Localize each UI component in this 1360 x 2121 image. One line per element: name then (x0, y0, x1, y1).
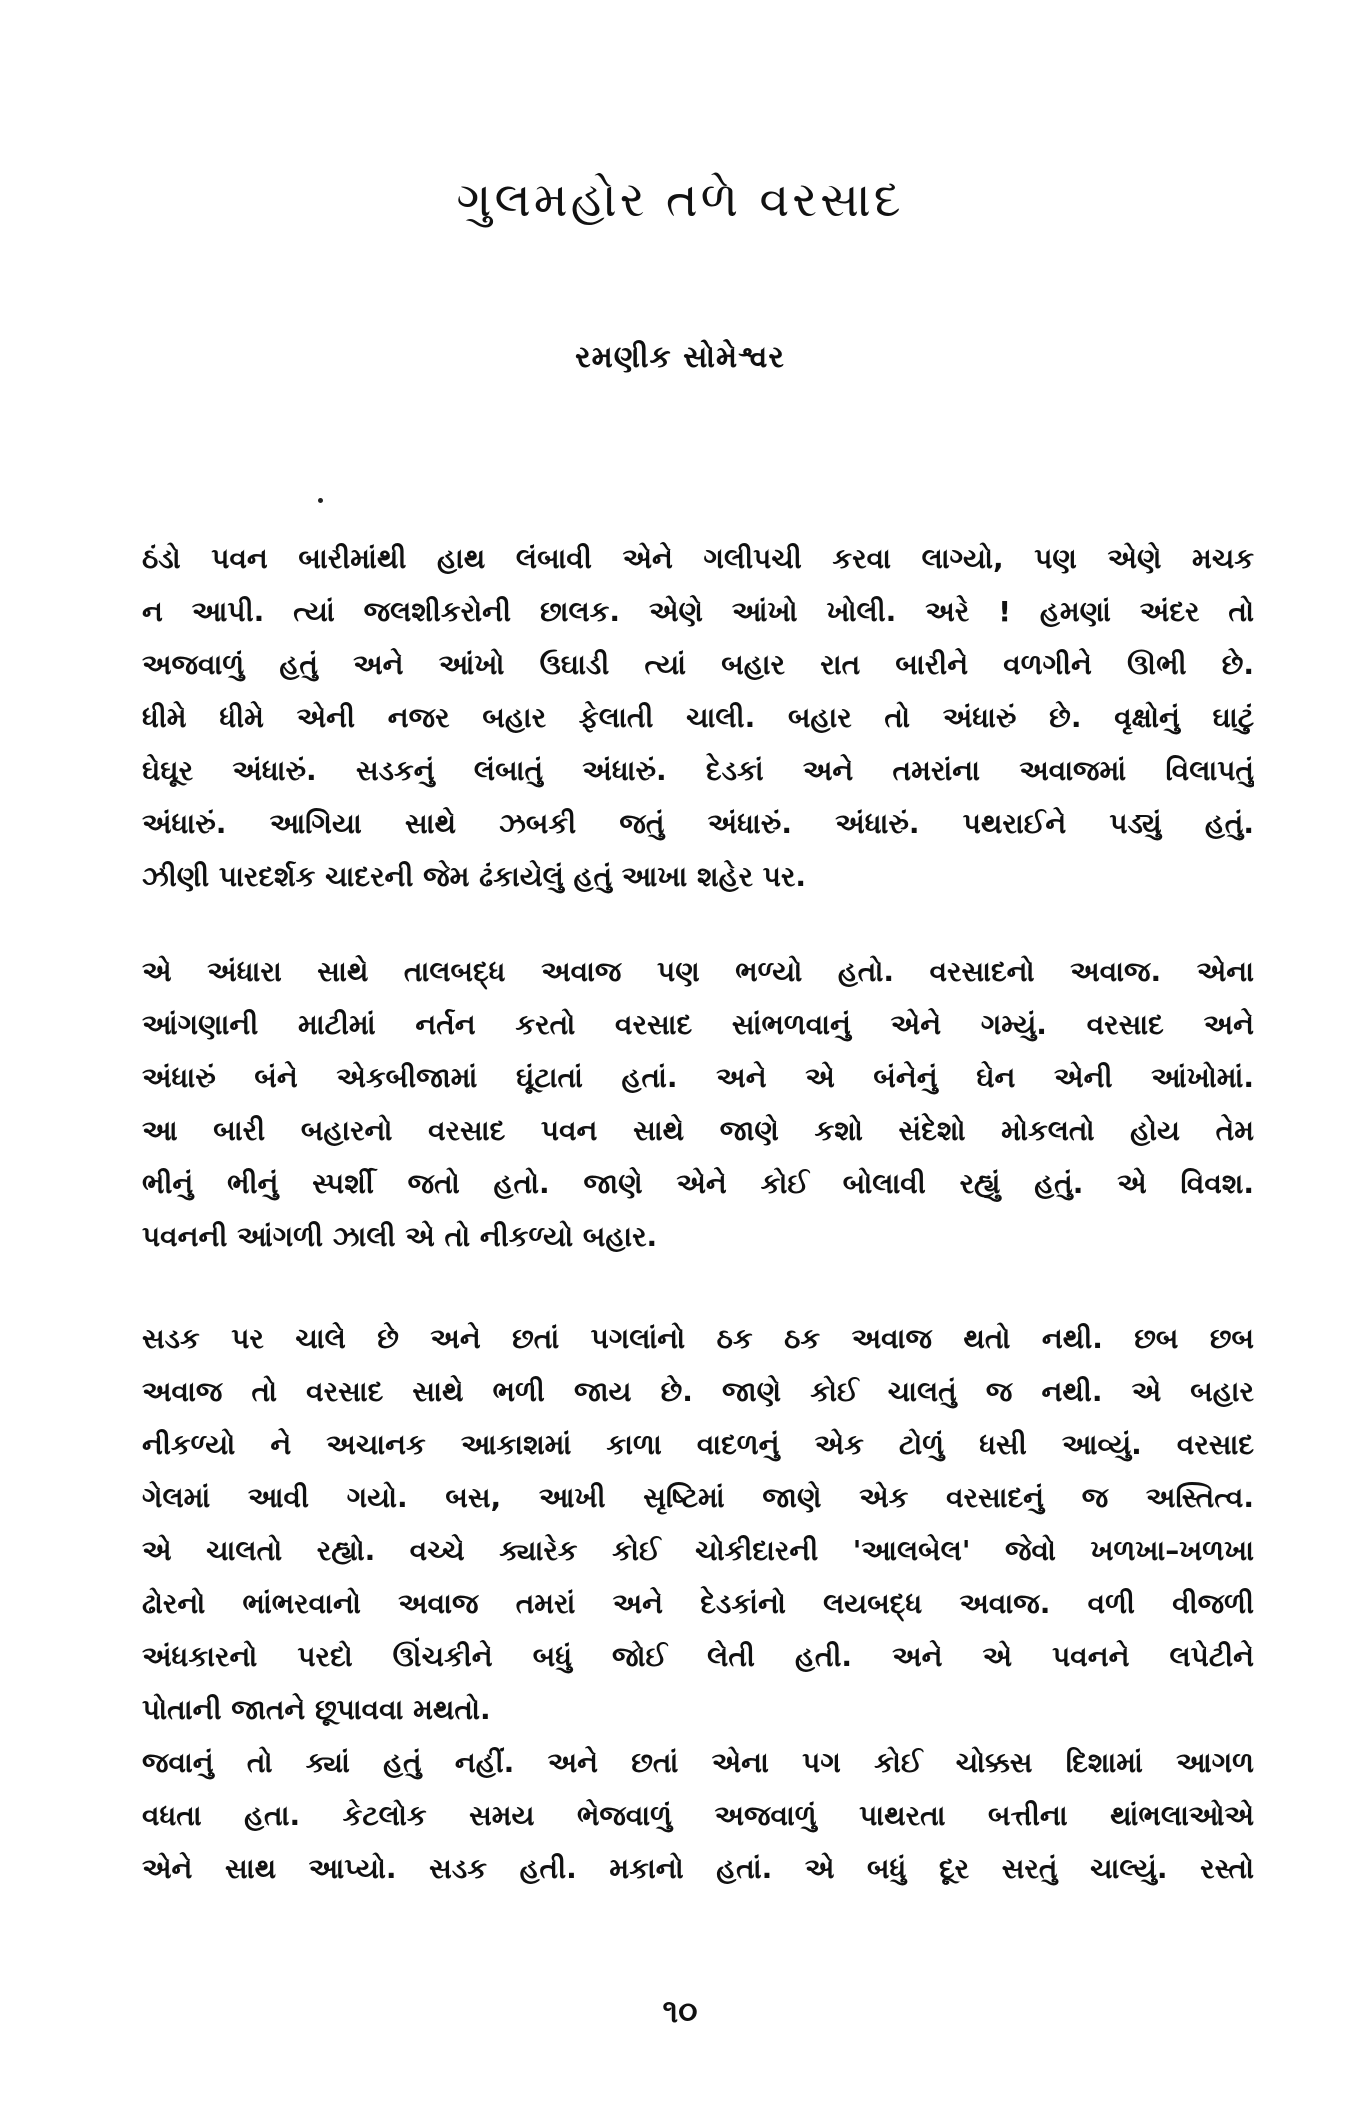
text-line: એ ચાલતો રહ્યો. વચ્ચે ક્યારેક કોઈ ચોકીદારની 'આલબેલ' જેવો ખળખા–ખળખા (142, 1534, 1254, 1567)
text-line: એ અંધારા સાથે તાલબદ્ધ અવાજ પણ ભળ્યો હતો. વરસાદનો અવાજ. એના (142, 955, 1254, 988)
story-title: ગુલમહોર તળે વરસાદ (456, 172, 904, 228)
page-number: ૧૦ (662, 1992, 698, 2030)
text-line: ઘેઘૂર અંધારું. સડકનું લંબાતું અંધારું. દેડકાં અને તમરાંના અવાજમાં વિલાપતું (142, 754, 1254, 787)
text-line: અંધકારનો પરદો ઊંચકીને બધું જોઈ લેતી હતી. અને એ પવનને લપેટીને (142, 1640, 1254, 1673)
text-line: ઠંડો પવન બારીમાંથી હાથ લંબાવી એને ગલીપચી કરવા લાગ્યો, પણ એણે મચક (142, 542, 1254, 575)
text-line: પોતાની જાતને છૂપાવવા મથતો. (142, 1693, 491, 1726)
text-line: અજવાળું હતું અને આંખો ઉઘાડી ત્યાં બહાર રાત બારીને વળગીને ઊભી છે. (142, 648, 1254, 681)
text-line: જવાનું તો ક્યાં હતું નહીં. અને છતાં એના પગ કોઈ ચોક્કસ દિશામાં આગળ (142, 1746, 1254, 1779)
text-line: ઝીણી પારદર્શક ચાદરની જેમ ઢંકાયેલું હતું આખા શહેર પર. (142, 860, 807, 893)
text-line: ભીનું ભીનું સ્પર્શી જતો હતો. જાણે એને કોઈ બોલાવી રહ્યું હતું. એ વિવશ. (142, 1167, 1254, 1200)
text-line: ધીમે ધીમે એની નજર બહાર ફેલાતી ચાલી. બહાર તો અંધારું છે. વૃક્ષોનું ઘાટું (142, 701, 1254, 734)
text-line: એને સાથ આપ્યો. સડક હતી. મકાનો હતાં. એ બધું દૂર સરતું ચાલ્યું. રસ્તો (142, 1852, 1254, 1885)
paragraph (142, 945, 1254, 1263)
text-line: અવાજ તો વરસાદ સાથે ભળી જાય છે. જાણે કોઈ ચાલતું જ નથી. એ બહાર (142, 1375, 1254, 1408)
text-line: પવનની આંગળી ઝાલી એ તો નીકળ્યો બહાર. (142, 1220, 658, 1253)
author-name: રમણીક સોમેશ્વર (575, 340, 785, 375)
text-line: ગેલમાં આવી ગયો. બસ, આખી સૃષ્ટિમાં જાણે એક વરસાદનું જ અસ્તિત્વ. (142, 1481, 1254, 1514)
paragraph (142, 1312, 1254, 1736)
text-line: સડક પર ચાલે છે અને છતાં પગલાંનો ઠક ઠક અવાજ થતો નથી. છબ છબ (142, 1322, 1254, 1355)
text-line: નીકળ્યો ને અચાનક આકાશમાં કાળા વાદળનું એક ટોળું ધસી આવ્યું. વરસાદ (142, 1428, 1254, 1461)
text-line: અંધારું બંને એકબીજામાં ઘૂંટાતાં હતાં. અને એ બંનેનું ઘેન એની આંખોમાં. (142, 1061, 1254, 1094)
text-line: આંગણાની માટીમાં નર્તન કરતો વરસાદ સાંભળવાનું એને ગમ્યું. વરસાદ અને (142, 1008, 1254, 1041)
paragraph (142, 532, 1254, 903)
text-line: વધતા હતા. કેટલોક સમય ભેજવાળું અજવાળું પાથરતા બત્તીના થાંભલાઓએ (142, 1799, 1254, 1832)
text-line: અંધારું. આગિયા સાથે ઝબકી જતું અંધારું. અંધારું. પથરાઈને પડ્યું હતું. (142, 807, 1254, 840)
text-line: ન આપી. ત્યાં જલશીકરોની છાલક. એણે આંખો ખોલી. અરે ! હમણાં અંદર તો (142, 595, 1254, 628)
ink-dot (318, 498, 323, 503)
text-line: ઢોરનો ભાંભરવાનો અવાજ તમરાં અને દેડકાંનો લયબદ્ધ અવાજ. વળી વીજળી (142, 1587, 1254, 1620)
paragraph (142, 1736, 1254, 1895)
text-line: આ બારી બહારનો વરસાદ પવન સાથે જાણે કશો સંદેશો મોકલતો હોય તેમ (142, 1114, 1254, 1147)
